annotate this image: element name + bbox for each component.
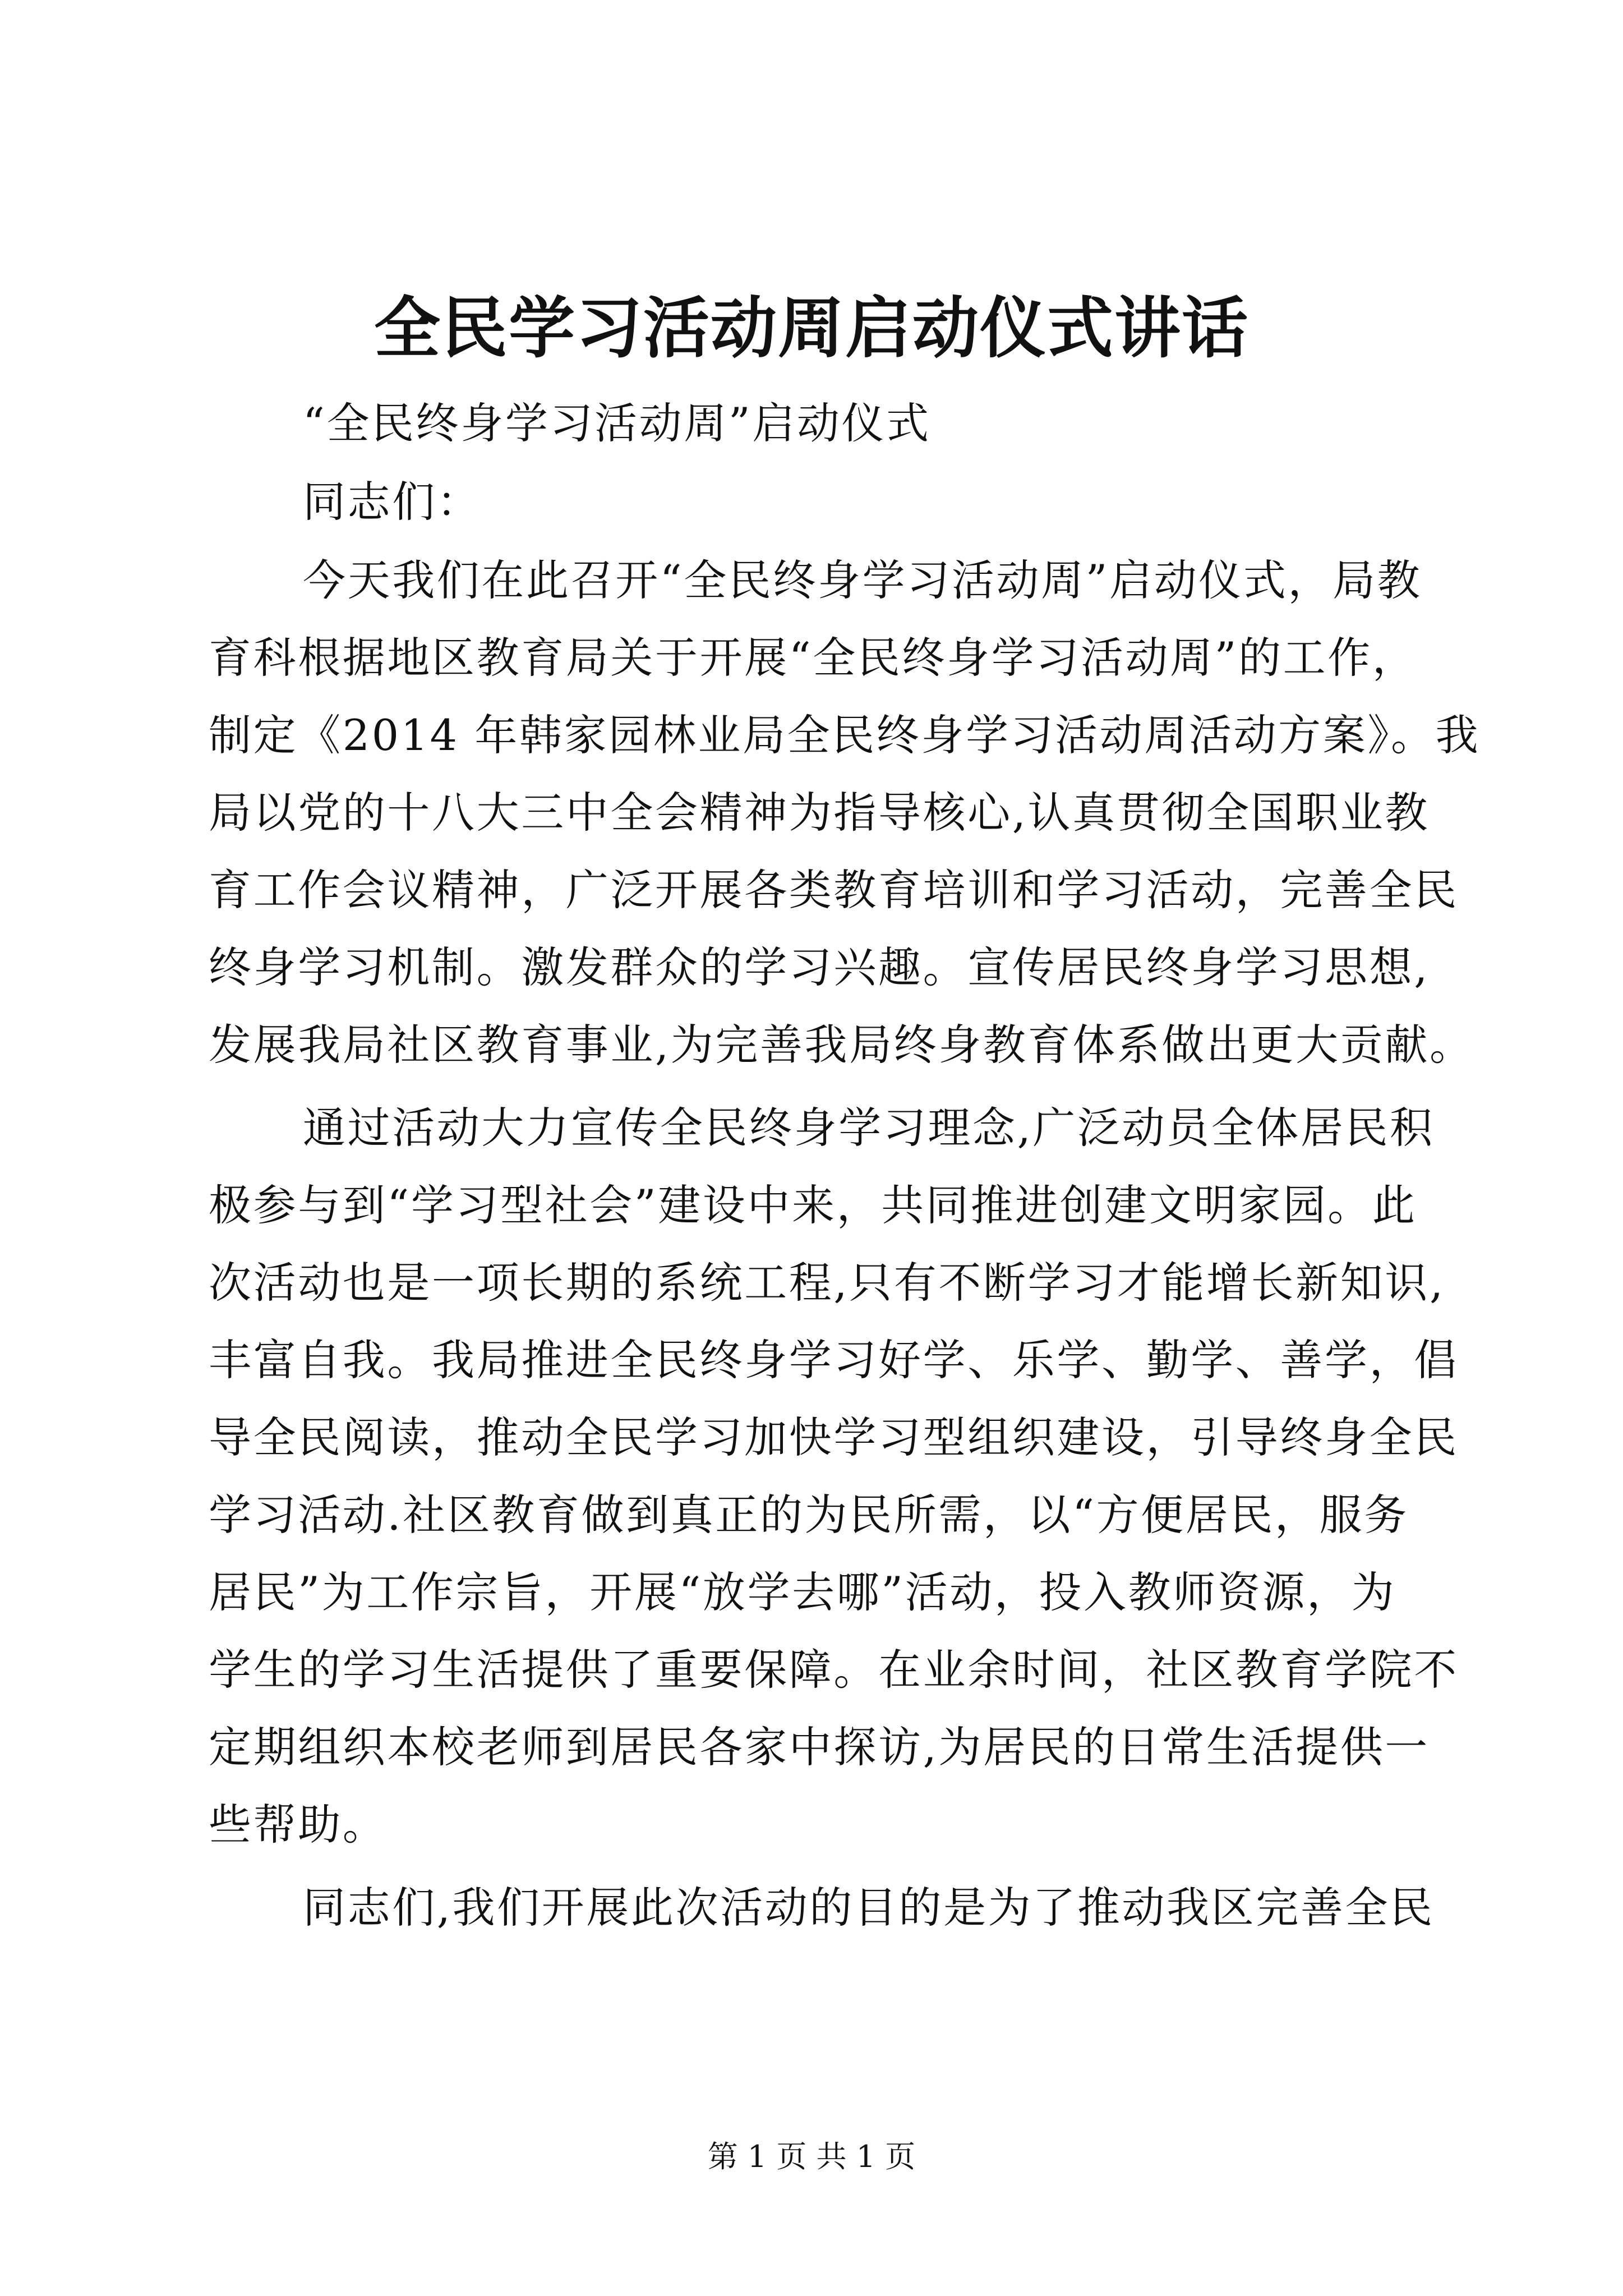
paragraph-line: 通过活动大力宣传全民终身学习理念,广泛动员全体居民积 bbox=[303, 1103, 1435, 1153]
paragraph-line: 学习活动.社区教育做到真正的为民所需，以“方便居民，服务 bbox=[209, 1490, 1409, 1540]
page-number-footer: 第 1 页 共 1 页 bbox=[707, 2139, 916, 2174]
paragraph-line: 局以党的十八大三中全会精神为指导核心,认真贯彻全国职业教 bbox=[209, 788, 1430, 838]
paragraph-line: 极参与到“学习型社会”建设中来，共同推进创建文明家园。此 bbox=[209, 1180, 1417, 1230]
paragraph-line: 些帮助。 bbox=[209, 1800, 388, 1849]
subtitle-line: “全民终身学习活动周”启动仪式 bbox=[303, 398, 931, 448]
paragraph-line: 发展我局社区教育事业,为完善我局终身教育体系做出更大贡献。 bbox=[209, 1020, 1474, 1070]
paragraph-line: 今天我们在此召开“全民终身学习活动周”启动仪式，局教 bbox=[303, 555, 1422, 605]
paragraph-line: 育科根据地区教育局关于开展“全民终身学习活动周”的工作， bbox=[209, 633, 1417, 683]
paragraph-line: 居民”为工作宗旨，开展“放学去哪”活动，投入教师资源，为 bbox=[209, 1567, 1396, 1617]
paragraph-line: 次活动也是一项长期的系统工程,只有不断学习才能增长新知识, bbox=[209, 1258, 1445, 1308]
paragraph-line: 丰富自我。我局推进全民终身学习好学、乐学、勤学、善学，倡 bbox=[209, 1335, 1459, 1385]
paragraph-line: 导全民阅读，推动全民学习加快学习型组织建设，引导终身全民 bbox=[209, 1412, 1459, 1462]
paragraph-line: 制定《2014 年韩家园林业局全民终身学习活动周活动方案》。我 bbox=[209, 710, 1481, 760]
paragraph-line: 育工作会议精神，广泛开展各类教育培训和学习活动，完善全民 bbox=[209, 865, 1459, 915]
document-title: 全民学习活动周启动仪式讲话 bbox=[374, 289, 1249, 367]
paragraph-line: 同志们,我们开展此次活动的目的是为了推动我区完善全民 bbox=[303, 1883, 1435, 1932]
salutation: 同志们： bbox=[303, 477, 482, 527]
paragraph-line: 终身学习机制。激发群众的学习兴趣。宣传居民终身学习思想, bbox=[209, 942, 1430, 992]
paragraph-line: 定期组织本校老师到居民各家中探访,为居民的日常生活提供一 bbox=[209, 1722, 1430, 1772]
paragraph-line: 学生的学习生活提供了重要保障。在业余时间，社区教育学院不 bbox=[209, 1645, 1459, 1695]
